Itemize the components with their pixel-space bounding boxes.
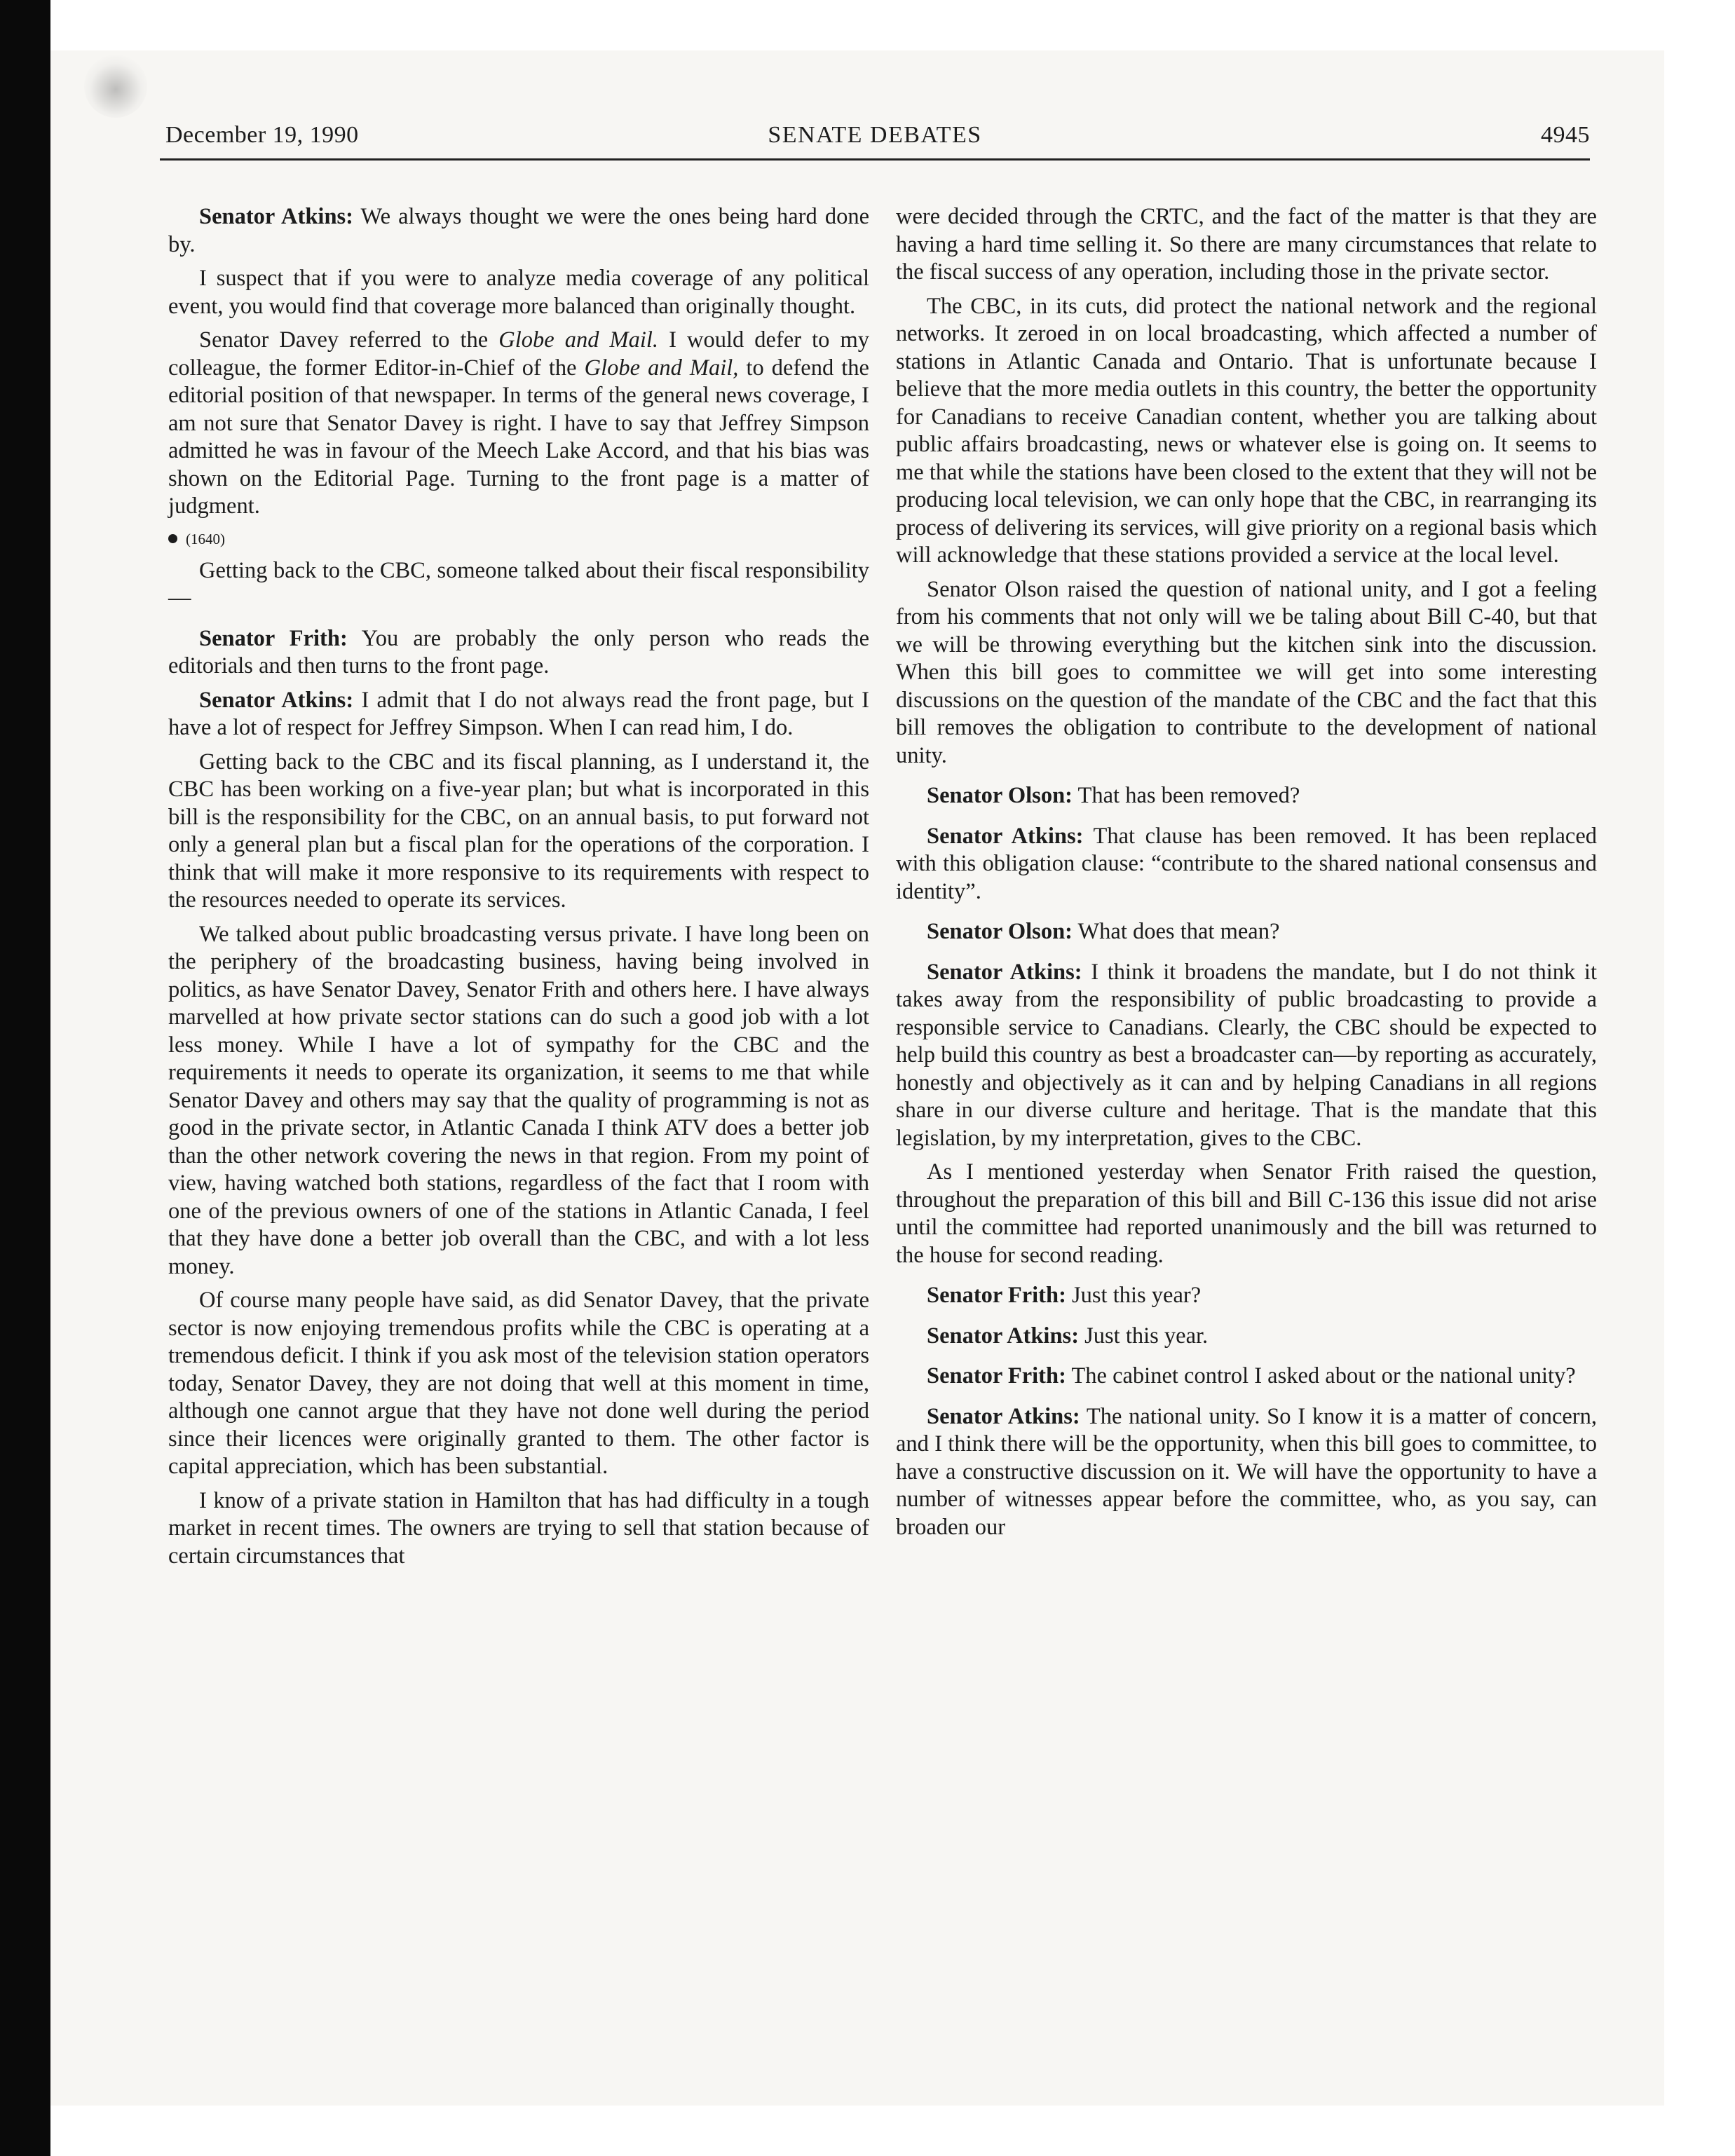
paragraph bbox=[896, 1323, 1597, 1351]
speech-text: We always thought we were the ones being hard done by. bbox=[168, 204, 869, 257]
scan-smudge bbox=[84, 55, 147, 118]
paragraph bbox=[896, 823, 1597, 906]
paragraph bbox=[168, 687, 869, 742]
speaker-name: Senator Olson: bbox=[927, 783, 1073, 808]
paragraph: Getting back to the CBC, someone talked about their fiscal responsibility— bbox=[168, 557, 869, 610]
paragraph bbox=[896, 1403, 1597, 1542]
paragraph: As I mentioned yesterday when Senator Frith raised the question, throughout the preparation of this bill and Bill C-136 this issue did not arise until the committee had reported unanimously and the bill was returned to the house for second reading. bbox=[896, 1159, 1597, 1268]
speech-text: The national unity. So I know it is a matter of concern, and I think there will be the opportunity, when this bill goes to committee, to have a constructive discussion on it. We will have the opportunity to have a number of witnesses appear before the committee, who, as you say, can broaden our bbox=[896, 1403, 1597, 1540]
speaker-name: Senator Atkins: bbox=[927, 959, 1082, 985]
newspaper-title: Globe and Mail. bbox=[498, 327, 659, 353]
speaker-name: Senator Frith: bbox=[927, 1283, 1066, 1308]
speaker-name: Senator Atkins: bbox=[199, 687, 354, 713]
speech-text: That has been removed? bbox=[1072, 783, 1300, 808]
speaker-name: Senator Atkins: bbox=[927, 1323, 1080, 1349]
paragraph: were decided through the CRTC, and the fact of the matter is that they are having a hard time selling it. So there are many circumstances that relate to the fiscal success of any operation, including those in the private sector. bbox=[896, 204, 1597, 285]
speech-text: You are probably the only person who reads the editorials and then turns to the front page. bbox=[168, 625, 869, 678]
paragraph: Of course many people have said, as did Senator Davey, that the private sector is now enjoying tremendous profits while the CBC is operating at a tremendous deficit. I think if you ask most of the television station operators today, Senator Davey, they are not doing that well at this moment in time, although one cannot argue that they have not done well during the period since their licences were originally granted to them. The other factor is capital appreciation, which has been substantial. bbox=[168, 1288, 869, 1479]
scan-border bbox=[0, 0, 50, 2156]
newspaper-title: Globe and Mail, bbox=[584, 355, 739, 381]
speaker-name: Senator Atkins: bbox=[927, 1403, 1080, 1429]
paragraph bbox=[896, 959, 1597, 1153]
paragraph: Senator Olson raised the question of national unity, and I got a feeling from his comments that not only will we be taling about Bill C-40, but that we will be throwing everything but the kitchen sink into the discussion. When this bill goes to committee we will get into some interesting discussions on the question of the mandate of the CBC and the fact that this bill removes the obligation to contribute to the development of national unity. bbox=[896, 576, 1597, 768]
left-column bbox=[168, 203, 869, 1576]
time-label: (1640) bbox=[186, 530, 225, 547]
paragraph bbox=[896, 1363, 1597, 1391]
paragraph bbox=[168, 625, 869, 681]
paragraph: The CBC, in its cuts, did protect the national network and the regional networks. It zeroed in on local broadcasting, which affected a number of stations in Atlantic Canada and Ontario. That is unfortunate because I believe that the more media outlets in this country, the better the opportunity for Canadians to receive Canadian content, whether you are talking about public affairs broadcasting, news or whatever else is going on. It seems to me that while the stations have been closed to the extent that they will not be producing local television, we can only hope that the CBC, in rearranging its process of delivering its services, will give priority on a regional basis which will acknowledge that these stations provided a service at the local level. bbox=[896, 293, 1597, 568]
paragraph-text: I would defer to my colleague, the former Editor-in-Chief of the bbox=[168, 327, 869, 381]
speaker-name: Senator Atkins: bbox=[927, 823, 1084, 849]
page-number: 4945 bbox=[1541, 122, 1590, 148]
speaker-name: Senator Frith: bbox=[927, 1363, 1066, 1389]
speaker-name: Senator Atkins: bbox=[199, 204, 353, 229]
speech-text: I admit that I do not always read the front page, but I have a lot of respect for Jeffrey Simpson. When I can read him, I do. bbox=[168, 687, 869, 740]
header-date: December 19, 1990 bbox=[165, 122, 359, 148]
paragraph: I suspect that if you were to analyze media coverage of any political event, you would find that coverage more balanced than originally thought. bbox=[168, 266, 869, 319]
paragraph-text: Senator Davey referred to the bbox=[199, 327, 499, 353]
paragraph bbox=[168, 203, 869, 259]
speech-text: The cabinet control I asked about or the national unity? bbox=[1066, 1363, 1576, 1389]
paragraph: Getting back to the CBC and its fiscal planning, as I understand it, the CBC has been working on a five-year plan; but what is incorporated in this bill is the responsibility for the CBC, on an annual basis, to put forward not only a general plan but a fiscal plan for the operations of the corporation. I think that will make it more responsive to its requirements with respect to the resources needed to operate its services. bbox=[168, 749, 869, 913]
paragraph bbox=[896, 782, 1597, 810]
speech-text: Just this year? bbox=[1066, 1283, 1202, 1308]
speaker-name: Senator Frith: bbox=[199, 625, 348, 651]
right-column bbox=[896, 203, 1597, 1548]
speech-text: I think it broadens the mandate, but I do not think it takes away from the responsibility of public broadcasting to provide a responsible service to Canadians. Clearly, the CBC should be expected to help build this country as best a broadcaster can—by reporting as accurately, honestly and objectively as it can and by helping Canadians in all regions share in our diverse culture and heritage. That is the mandate that this legislation, by my interpretation, gives to the CBC. bbox=[896, 959, 1597, 1151]
paragraph bbox=[168, 327, 869, 521]
speech-text: What does that mean? bbox=[1072, 919, 1280, 944]
time-marker bbox=[168, 527, 869, 551]
paragraph-text: to defend the editorial position of that newspaper. In terms of the general news coverage, I am not sure that Senator Davey is right. I have to say that Jeffrey Simpson admitted he was in favour of the Meech Lake Accord, and that his bias was shown on the Editorial Page. Turning to the front page is a matter of judgment. bbox=[168, 355, 869, 519]
speech-text: That clause has been removed. It has been replaced with this obligation clause: “contribute to the shared national consensus and identity”. bbox=[896, 823, 1598, 904]
paragraph bbox=[896, 1282, 1597, 1310]
paragraph bbox=[896, 918, 1597, 946]
running-header bbox=[160, 119, 1590, 161]
paragraph: I know of a private station in Hamilton that has had difficulty in a tough market in recent times. The owners are trying to sell that station because of certain circumstances that bbox=[168, 1487, 869, 1569]
speaker-name: Senator Olson: bbox=[927, 919, 1073, 944]
speech-text: Just this year. bbox=[1079, 1323, 1209, 1349]
header-title: SENATE DEBATES bbox=[768, 122, 982, 148]
bullet-icon bbox=[168, 534, 177, 543]
paragraph: We talked about public broadcasting versus private. I have long been on the periphery of the broadcasting business, having being involved in politics, as have Senator Davey, Senator Frith and others here. I have always marvelled at how private sector stations can do such a good job with a lot less money. While I have a lot of sympathy for the CBC and the requirements it needs to operate its organization, it seems to me that while Senator Davey and others may say that the quality of programming is not as good in the private sector, in Atlantic Canada I think ATV does a better job than the other network covering the news in that region. From my point of view, having watched both stations, regardless of the fact that I room with one of the previous owners of one of the stations in Atlantic Canada, I feel that they have done a better job overall than the CBC, and with a lot less money. bbox=[168, 921, 869, 1279]
